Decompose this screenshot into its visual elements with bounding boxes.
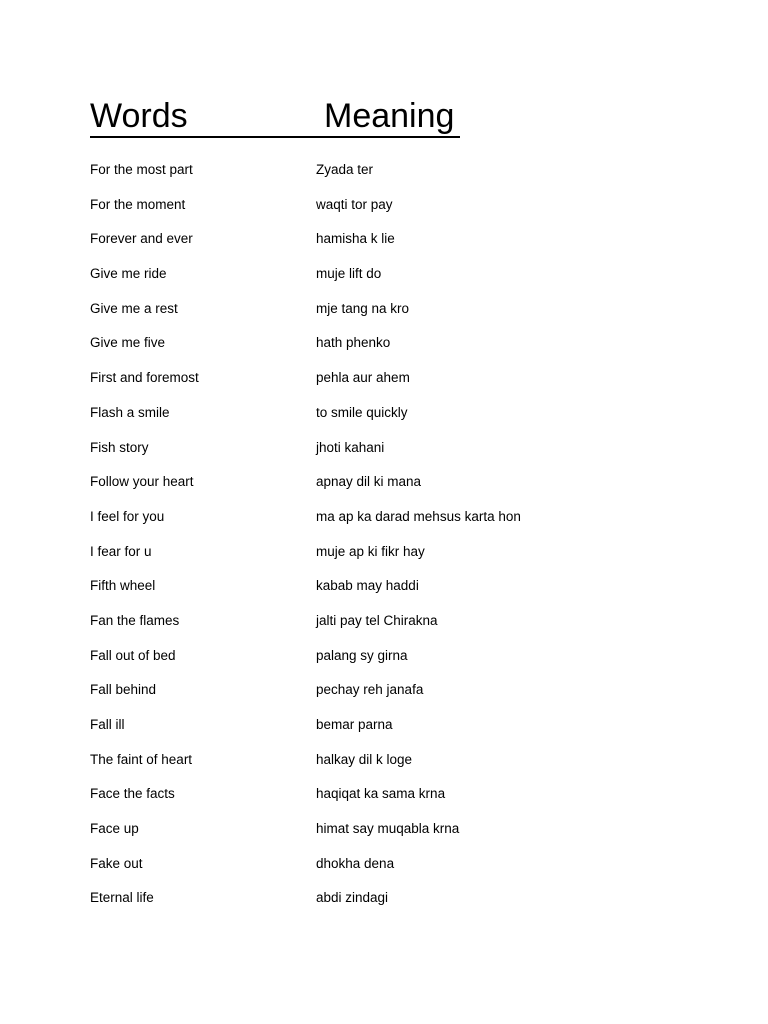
word-text: Eternal life	[90, 890, 154, 906]
meaning-text: jalti pay tel Chirakna	[316, 612, 438, 628]
word-text: The faint of heart	[90, 751, 193, 767]
meaning-text: kabab may haddi	[316, 578, 419, 594]
list-item	[90, 153, 710, 188]
word-text: For the most part	[90, 162, 193, 177]
meaning-text: abdi zindagi	[316, 890, 389, 906]
word-text: I fear for u	[90, 543, 152, 559]
word-text: Give me five	[90, 335, 166, 351]
word-text: First and foremost	[90, 370, 199, 386]
meaning-column-heading: Meaning	[324, 97, 455, 135]
word-text: Fall ill	[90, 717, 125, 732]
word-text: Fall out of bed	[90, 647, 176, 663]
meaning-text: pehla aur ahem	[316, 370, 410, 386]
word-text: I feel for you	[90, 508, 165, 524]
words-column-heading: Words	[90, 97, 188, 135]
word-text: Flash a smile	[90, 404, 170, 420]
word-text: Fish story	[90, 439, 149, 455]
word-text: Forever and ever	[90, 231, 193, 247]
word-text: Fake out	[90, 855, 143, 871]
list-item	[90, 222, 710, 257]
meaning-text: to smile quickly	[316, 404, 408, 420]
list-item	[90, 535, 710, 570]
meaning-text: hamisha k lie	[316, 231, 395, 247]
meaning-text: ma ap ka darad mehsus karta hon	[316, 508, 521, 524]
meaning-text: himat say muqabla krna	[316, 821, 460, 837]
meaning-text: halkay dil k loge	[316, 751, 413, 767]
meaning-text: mje tang na kro	[316, 300, 410, 316]
list-item	[90, 881, 710, 916]
meaning-text: muje lift do	[316, 266, 382, 282]
list-item	[90, 396, 710, 431]
vocabulary-list	[90, 153, 710, 916]
table-header	[90, 96, 460, 138]
word-text: Face the facts	[90, 786, 175, 802]
word-text: Give me ride	[90, 266, 167, 282]
list-item	[90, 292, 710, 327]
meaning-text: muje ap ki fikr hay	[316, 543, 425, 559]
meaning-text: bemar parna	[316, 717, 393, 732]
list-item	[90, 569, 710, 604]
list-item	[90, 465, 710, 500]
meaning-text: haqiqat ka sama krna	[316, 786, 446, 802]
word-text: Fifth wheel	[90, 578, 156, 594]
list-item	[90, 326, 710, 361]
word-text: Fall behind	[90, 682, 157, 698]
meaning-text: waqti tor pay	[316, 196, 393, 212]
meaning-text: pechay reh janafa	[316, 682, 424, 698]
list-item	[90, 743, 710, 778]
word-text: Face up	[90, 821, 139, 837]
list-item	[90, 847, 710, 882]
list-item	[90, 673, 710, 708]
meaning-text: palang sy girna	[316, 647, 408, 663]
list-item	[90, 431, 710, 466]
list-item	[90, 812, 710, 847]
list-item	[90, 708, 710, 743]
list-item	[90, 188, 710, 223]
list-item	[90, 639, 710, 674]
list-item	[90, 500, 710, 535]
meaning-text: hath phenko	[316, 335, 391, 351]
word-text: Fan the flames	[90, 612, 180, 628]
meaning-text: Zyada ter	[316, 162, 374, 177]
word-text: Follow your heart	[90, 474, 194, 490]
list-item	[90, 777, 710, 812]
list-item	[90, 257, 710, 292]
list-item	[90, 361, 710, 396]
word-text: For the moment	[90, 196, 186, 212]
meaning-text: dhokha dena	[316, 855, 395, 871]
meaning-text: apnay dil ki mana	[316, 474, 422, 490]
word-text: Give me a rest	[90, 300, 178, 316]
list-item	[90, 604, 710, 639]
meaning-text: jhoti kahani	[316, 439, 385, 455]
